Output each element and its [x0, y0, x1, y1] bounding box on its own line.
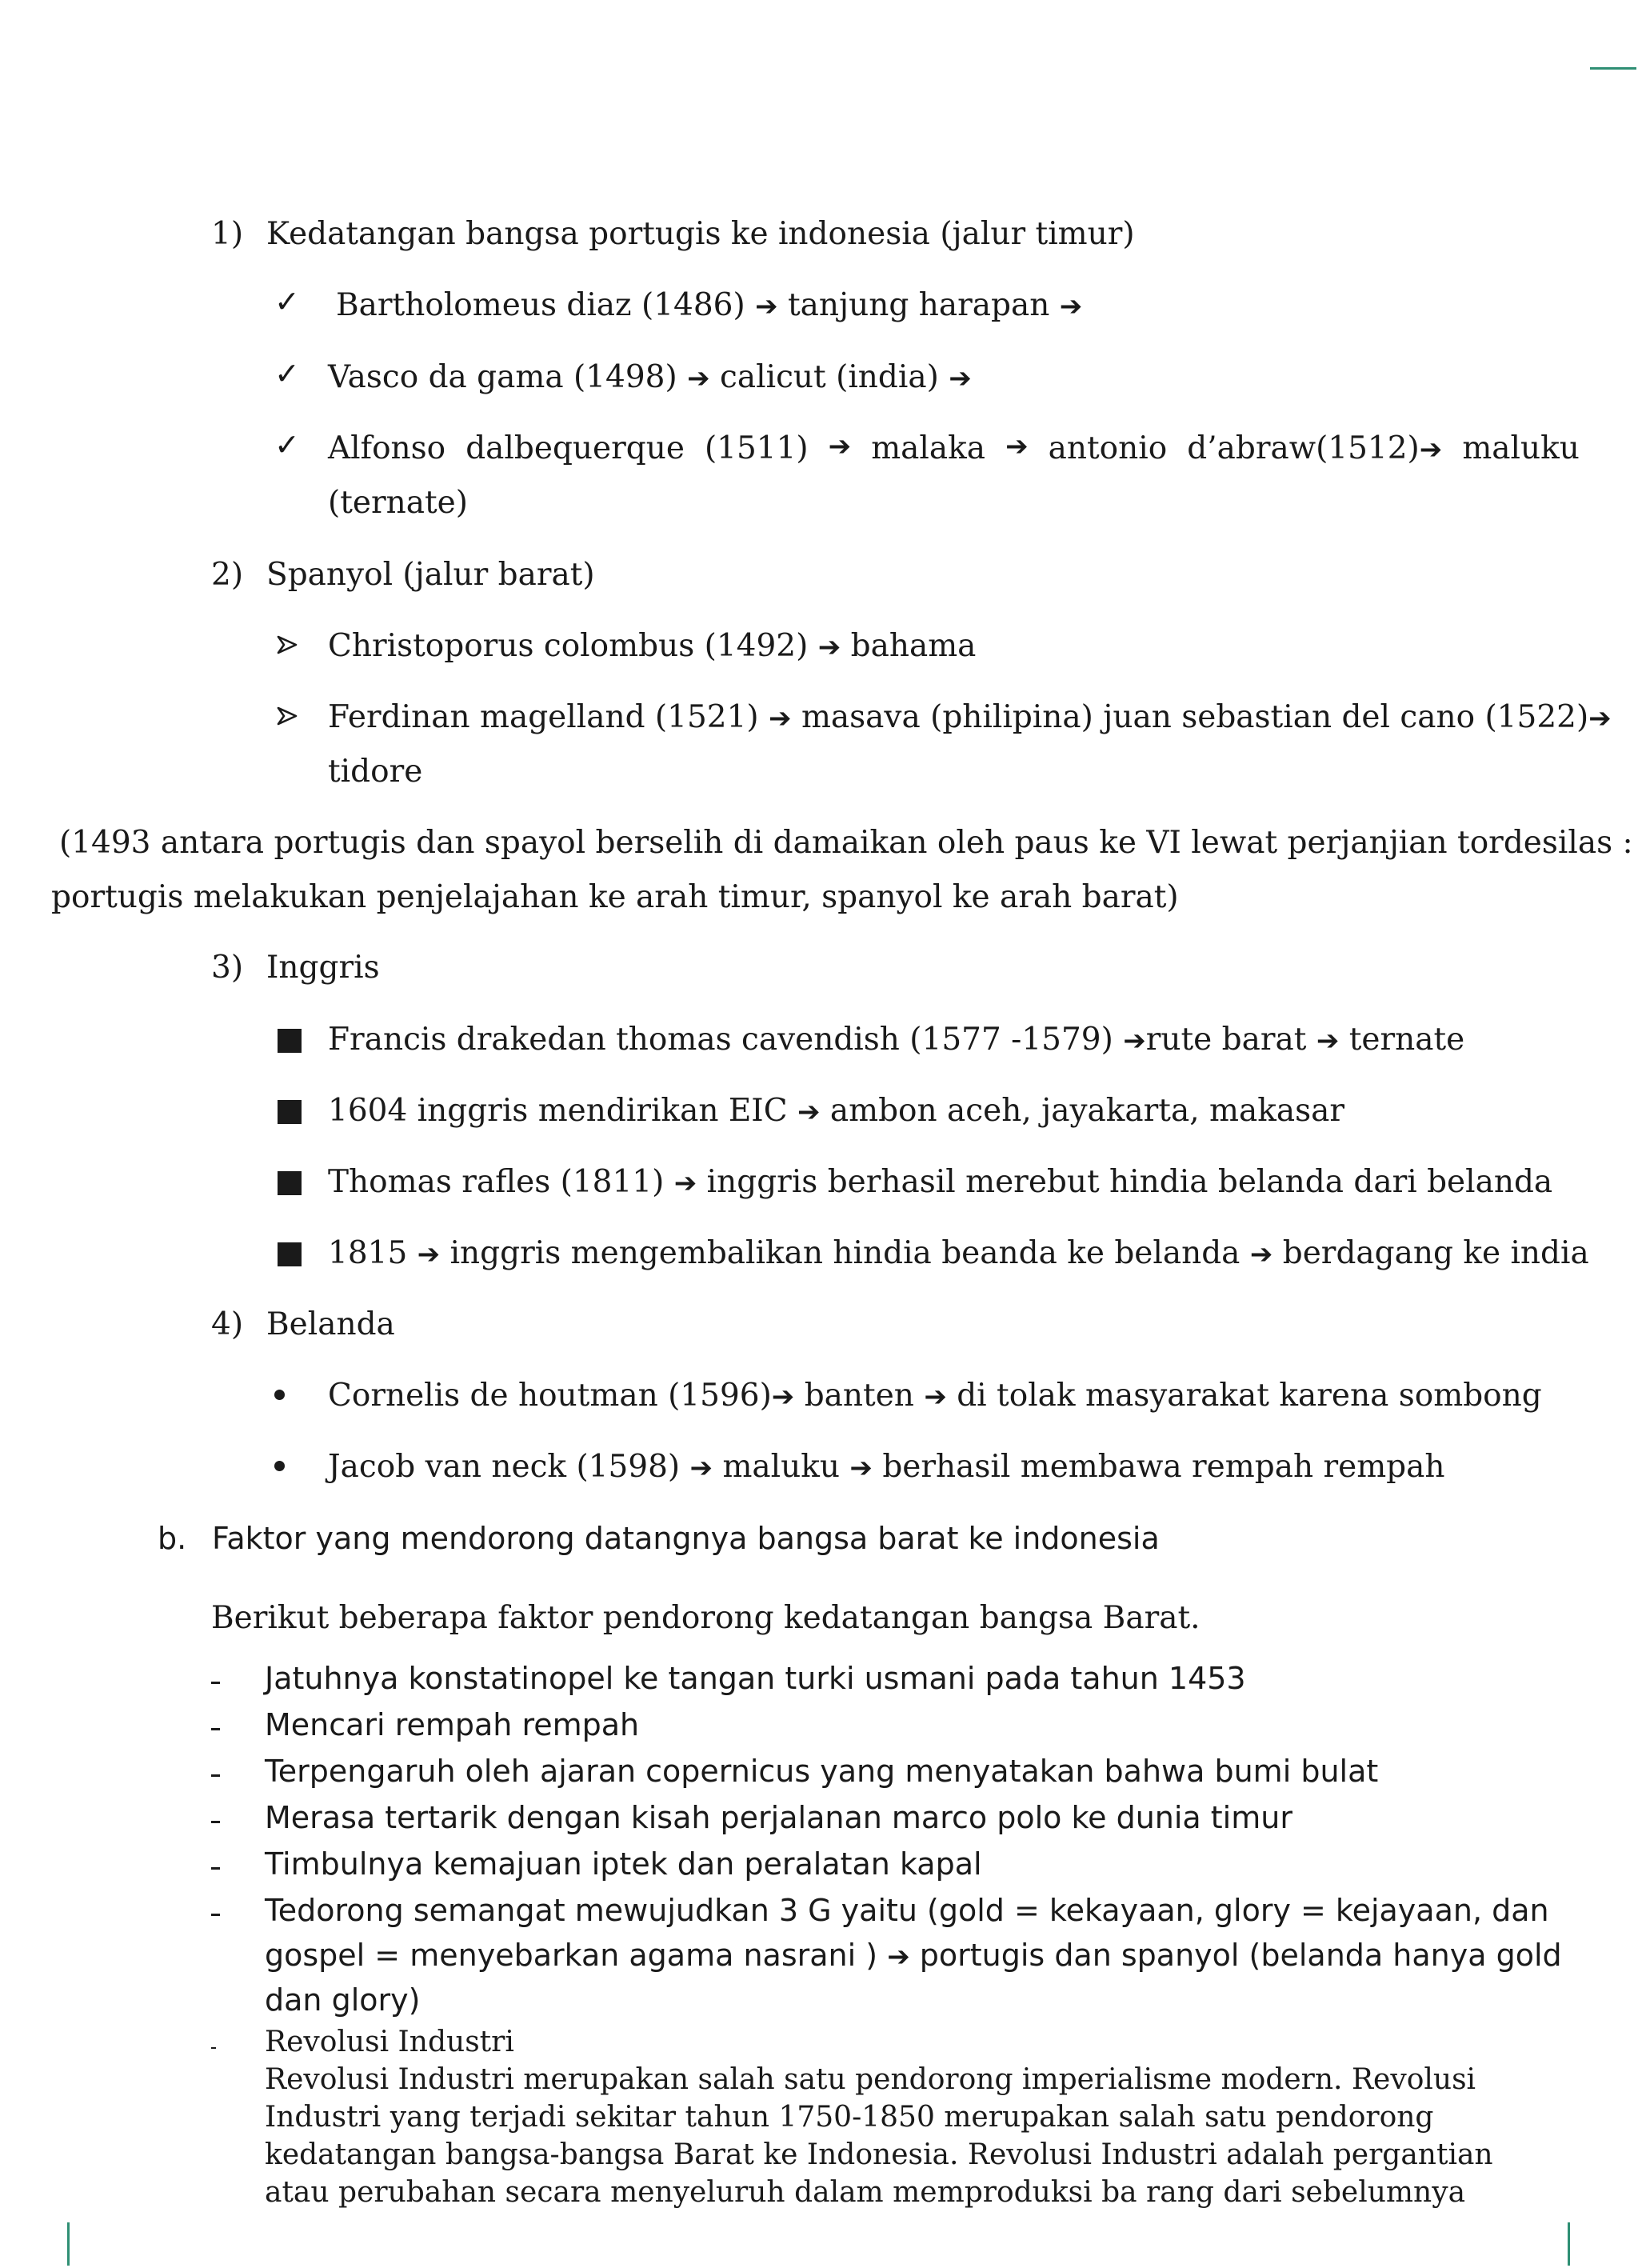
dot-bullet-icon [274, 1390, 285, 1400]
dash-bullet-icon [211, 1914, 220, 1916]
list-item: Christoporus colombus (1492) ➔ bahama [328, 628, 977, 664]
treaty-note-line: (1493 antara portugis dan spayol berselih di damaikan oleh paus ke VI lewat perjanjian tordesilas : [59, 825, 1633, 861]
arrow-right-icon: ➔ [828, 430, 852, 462]
arrow-right-icon: ➔ [949, 362, 972, 394]
section-b-intro: Berikut beberapa faktor pendorong kedatangan bangsa Barat. [211, 1600, 1201, 1636]
arrow-right-icon: ➔ [1123, 1025, 1146, 1057]
list-item: Alfonso dalbequerque (1511) ➔ malaka ➔ antonio d’abraw(1512)➔ maluku [328, 430, 1580, 466]
revolusi-paragraph-line: Industri yang terjadi sekitar tahun 1750-1850 merupakan salah satu pendorong [265, 2101, 1434, 2134]
list-item: Bartholomeus diaz (1486) ➔ tanjung harapan ➔ [336, 287, 1083, 323]
list-number-4: 4) [211, 1306, 244, 1342]
list-number-2: 2) [211, 557, 244, 593]
dash-bullet-icon [211, 1821, 220, 1823]
heading-spanyol: Spanyol (jalur barat) [266, 557, 595, 593]
square-bullet-icon [278, 1171, 302, 1195]
revolusi-paragraph-line: kedatangan bangsa-bangsa Barat ke Indonesia. Revolusi Industri adalah pergantian [265, 2138, 1493, 2171]
square-bullet-icon [278, 1242, 302, 1266]
arrow-right-icon: ➔ [887, 1941, 910, 1973]
heading-inggris: Inggris [266, 950, 380, 986]
dot-bullet-icon [274, 1461, 285, 1471]
top-right-accent-line [1590, 67, 1636, 70]
arrow-right-icon: ➔ [771, 1381, 795, 1413]
arrow-right-icon: ➔ [1419, 434, 1443, 466]
list-item: Merasa tertarik dengan kisah perjalanan marco polo ke dunia timur [265, 1800, 1292, 1835]
list-item-continuation: tidore [328, 754, 423, 790]
arrow-right-icon: ➔ [755, 290, 778, 322]
list-item: 1815 ➔ inggris mengembalikan hindia beanda ke belanda ➔ berdagang ke india [328, 1235, 1589, 1271]
arrow-right-icon: ➔ [1249, 1238, 1273, 1270]
arrow-right-icon: ➔ [924, 1381, 947, 1413]
arrow-right-icon: ➔ [817, 631, 841, 663]
arrow-right-icon: ➔ [797, 1096, 821, 1128]
list-item: Tedorong semangat mewujudkan 3 G yaitu (gold = kekayaan, glory = kejayaan, dan [265, 1893, 1549, 1928]
arrow-right-icon: ➔ [673, 1167, 697, 1199]
check-bullet-icon: ✓ [274, 284, 300, 319]
dash-bullet-icon [211, 2047, 216, 2049]
list-item: Francis drakedan thomas cavendish (1577 -1579) ➔rute barat ➔ ternate [328, 1022, 1465, 1058]
square-bullet-icon [278, 1100, 302, 1124]
arrow-right-icon: ➔ [769, 702, 792, 734]
list-item: Terpengaruh oleh ajaran copernicus yang menyatakan bahwa bumi bulat [265, 1754, 1379, 1789]
list-item: Jacob van neck (1598) ➔ maluku ➔ berhasil membawa rempah rempah [328, 1449, 1445, 1485]
arrow-right-icon: ➔ [417, 1238, 441, 1270]
check-bullet-icon: ✓ [274, 356, 300, 391]
square-bullet-icon [278, 1029, 302, 1053]
heading-portugis: Kedatangan bangsa portugis ke indonesia (jalur timur) [266, 216, 1135, 252]
dash-bullet-icon [211, 1774, 220, 1777]
check-bullet-icon: ✓ [274, 427, 300, 462]
revolusi-paragraph-line: atau perubahan secara menyeluruh dalam memproduksi ba rang dari sebelumnya [265, 2176, 1466, 2209]
list-item: Timbulnya kemajuan iptek dan peralatan kapal [265, 1846, 982, 1882]
arrow-right-icon: ➔ [1059, 290, 1083, 322]
heading-belanda: Belanda [266, 1306, 395, 1342]
bottom-right-accent-line [1568, 2222, 1570, 2266]
list-number-3: 3) [211, 950, 244, 986]
arrow-right-icon: ➔ [1005, 430, 1029, 462]
dash-bullet-icon [211, 1728, 220, 1730]
arrow-right-icon: ➔ [1316, 1025, 1340, 1057]
arrow-right-icon: ➔ [689, 1452, 713, 1484]
list-item: Mencari rempah rempah [265, 1707, 640, 1742]
revolusi-paragraph-line: Revolusi Industri merupakan salah satu pendorong imperialisme modern. Revolusi [265, 2063, 1476, 2096]
list-item: Ferdinan magelland (1521) ➔ masava (philipina) juan sebastian del cano (1522)➔ [328, 699, 1612, 735]
list-item-continuation: gospel = menyebarkan agama nasrani ) ➔ portugis dan spanyol (belanda hanya gold [265, 1938, 1562, 1973]
arrow-right-icon: ➔ [1588, 702, 1612, 734]
list-item: Jatuhnya konstatinopel ke tangan turki usmani pada tahun 1453 [265, 1661, 1246, 1696]
list-item: Thomas rafles (1811) ➔ inggris berhasil merebut hindia belanda dari belanda [328, 1164, 1553, 1200]
dash-bullet-icon [211, 1867, 220, 1870]
list-item-continuation: dan glory) [265, 1982, 421, 2018]
bottom-left-accent-line [67, 2222, 70, 2266]
section-b-title: Faktor yang mendorong datangnya bangsa barat ke indonesia [212, 1521, 1160, 1556]
list-item-continuation: (ternate) [328, 485, 468, 521]
arrow-right-icon: ➔ [849, 1452, 873, 1484]
treaty-note-line: portugis melakukan penjelajahan ke arah timur, spanyol ke arah barat) [51, 879, 1179, 915]
arrow-right-icon: ➔ [687, 362, 710, 394]
section-b-letter: b. [158, 1521, 187, 1556]
list-item: Vasco da gama (1498) ➔ calicut (india) ➔ [328, 359, 972, 395]
list-number-1: 1) [211, 216, 244, 252]
arrowhead-bullet-icon [277, 706, 298, 726]
list-item: 1604 inggris mendirikan EIC ➔ ambon aceh, jayakarta, makasar [328, 1093, 1345, 1129]
revolusi-title: Revolusi Industri [265, 2026, 514, 2058]
arrowhead-bullet-icon [277, 635, 298, 654]
dash-bullet-icon [211, 1682, 220, 1684]
list-item: Cornelis de houtman (1596)➔ banten ➔ di tolak masyarakat karena sombong [328, 1378, 1542, 1414]
